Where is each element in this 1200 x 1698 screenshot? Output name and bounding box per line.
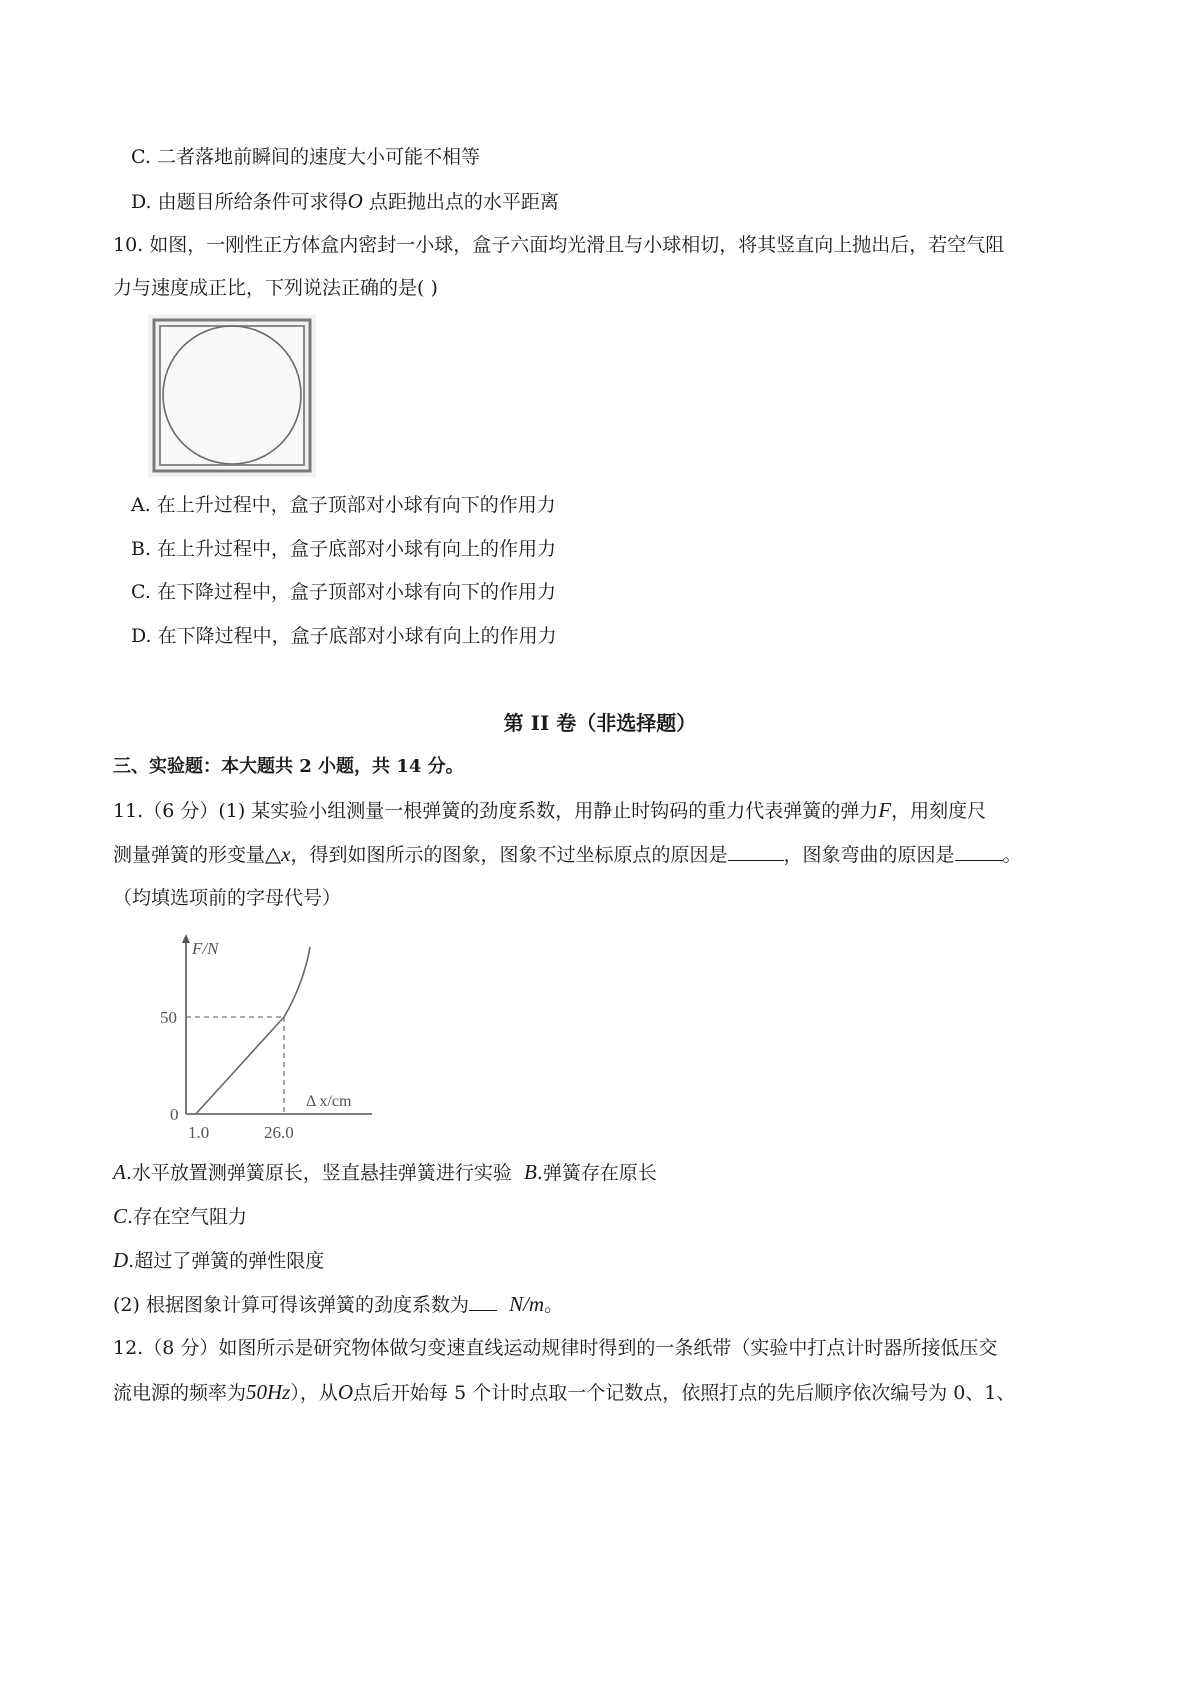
volume-title: 第 II 卷（非选择题） (503, 711, 697, 735)
q11-line1-text: 11.（6 分）(1) 某实验小组测量一根弹簧的劲度系数，用静止时钩码的重力代表弹簧的弹力 (113, 800, 879, 822)
q12-line2-text: 流电源的频率为 (113, 1382, 247, 1404)
q11-line1-text-2: ，用刻度尺 (891, 800, 987, 822)
q11-line2-text-2: ，得到如图所示的图象，图象不过坐标原点的原因是 (290, 844, 728, 866)
q11-graph (160, 928, 380, 1150)
q11-answer-blank-3[interactable] (469, 1292, 497, 1311)
q9-option-d-text: D. 由题目所给条件可求得 (131, 191, 348, 213)
section-heading: 三、实验题：本大题共 2 小题，共 14 分。 (113, 756, 464, 777)
q12-line1: 12.（8 分）如图所示是研究物体做匀变速直线运动规律时得到的一条纸带（实验中打点计时器所接低压交 (113, 1337, 998, 1359)
q11-option-a-text: .水平放置测弹簧原长，竖直悬挂弹簧进行实验 (125, 1162, 512, 1184)
q9-option-d-var: O (347, 189, 363, 213)
q11-option-a-b (113, 1160, 657, 1185)
q11-line2-text-4: 。 (1002, 844, 1022, 866)
q11-part2-text-2: 。 (544, 1294, 564, 1316)
origin-label: 0 (170, 1105, 179, 1124)
q11-option-b-text: .弹簧存在原长 (536, 1162, 657, 1184)
x-tick-26: 26.0 (264, 1123, 294, 1142)
q11-line2-text-3: ，图象弯曲的原因是 (783, 844, 955, 866)
q12-line2-text-2: ），从 (290, 1382, 338, 1404)
q11-line2 (113, 842, 1022, 867)
q10-option-c: C. 在下降过程中，盒子顶部对小球有向下的作用力 (131, 581, 556, 603)
q10-option-b: B. 在上升过程中，盒子底部对小球有向上的作用力 (131, 538, 557, 560)
q11-answer-blank-2[interactable] (955, 842, 1003, 861)
q12-line2 (113, 1380, 1015, 1405)
q9-option-d-text-2: 点距抛出点的水平距离 (362, 191, 559, 213)
q11-option-d-text: .超过了弹簧的弹性限度 (128, 1250, 325, 1272)
x-axis-label: Δ x/cm (306, 1093, 352, 1110)
q11-option-a-letter: A (113, 1160, 126, 1184)
q10-box-figure (148, 315, 316, 477)
q11-answer-blank-1[interactable] (728, 842, 784, 861)
q11-option-c-text: .存在空气阻力 (127, 1206, 248, 1228)
q11-part2 (113, 1292, 563, 1317)
q10-stem-line1: 10. 如图，一刚性正方体盒内密封一小球，盒子六面均光滑且与小球相切，将其竖直向上抛出后，若空气阻 (113, 234, 1005, 256)
q12-line2-text-3: 点后开始每 5 个计时点取一个记数点，依照打点的先后顺序依次编号为 0、1、 (353, 1382, 1016, 1404)
y-tick-50: 50 (160, 1008, 177, 1027)
q11-line2-text: 测量弹簧的形变量 (113, 844, 266, 866)
q10-stem-line2: 力与速度成正比，下列说法正确的是( ) (113, 277, 438, 299)
q11-option-d (113, 1248, 324, 1273)
q9-option-c-text: C. 二者落地前瞬间的速度大小可能不相等 (131, 146, 480, 168)
x-tick-1: 1.0 (188, 1123, 210, 1142)
q11-part2-unit: N/m (509, 1292, 545, 1316)
q9-option-d (131, 189, 559, 214)
q12-frequency: 50Hz (246, 1380, 291, 1404)
q10-option-a: A. 在上升过程中，盒子顶部对小球有向下的作用力 (131, 494, 556, 516)
q11-option-b-letter: B (523, 1160, 537, 1184)
q11-option-c (113, 1204, 247, 1229)
q10-option-d: D. 在下降过程中，盒子底部对小球有向上的作用力 (131, 625, 557, 647)
q11-part2-text: (2) 根据图象计算可得该弹簧的劲度系数为 (113, 1294, 469, 1316)
q11-line3: （均填选项前的字母代号） (113, 887, 342, 909)
y-axis-label: F/N (192, 939, 219, 958)
q11-var-dx: △x (265, 842, 291, 866)
q11-option-c-letter: C (113, 1204, 128, 1228)
q11-option-d-letter: D (113, 1248, 129, 1272)
q11-line1 (113, 798, 986, 823)
q9-option-c (131, 145, 480, 169)
q12-var-o: O (337, 1380, 354, 1404)
q11-var-f: F (878, 798, 892, 822)
